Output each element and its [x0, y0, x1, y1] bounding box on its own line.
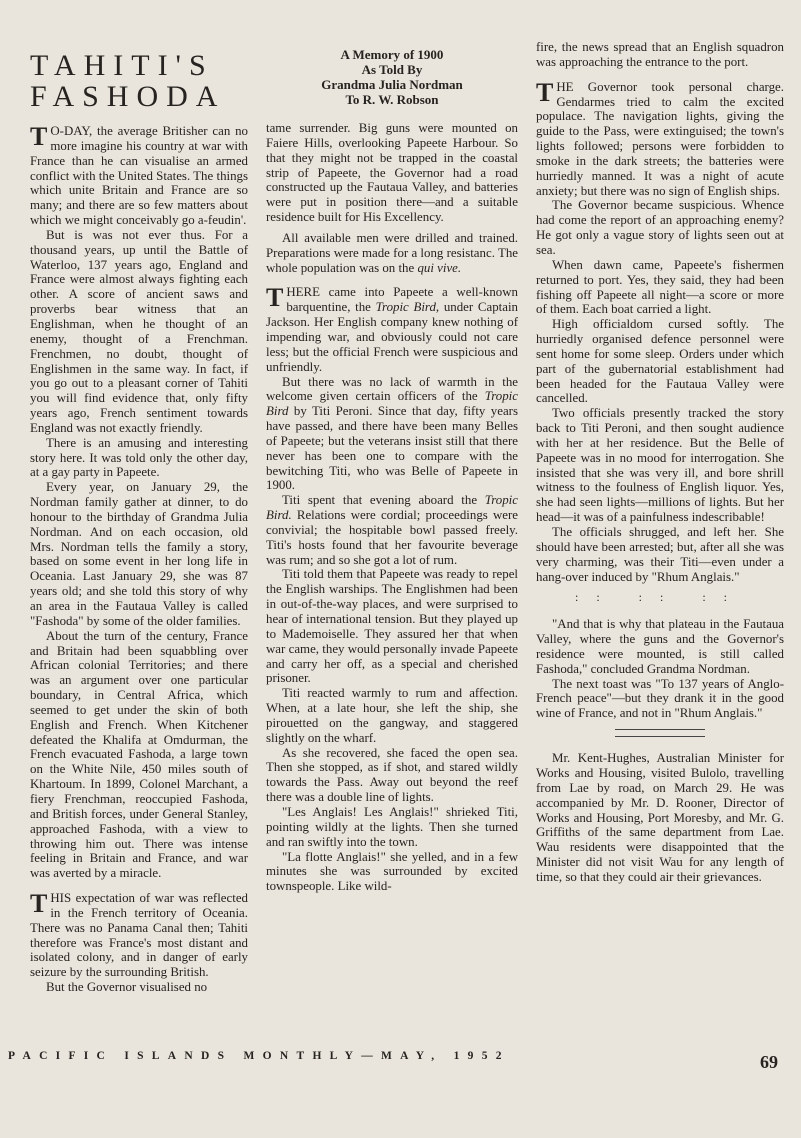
paragraph	[266, 285, 518, 374]
paragraph-text: Titi spent that evening aboard the	[282, 493, 478, 508]
byline	[266, 47, 518, 107]
paragraph-text: HE Governor took personal charge. Gendarmes tried to calm the excited populace. The navigation lights, giving the guide to the Pass, were extinguised; the town's lights followed; persons were forbidden to smoke in the dark streets; the batteries were hurriedly manned. It was a night of acute anxiety; but there was no sign of English ships.	[536, 79, 784, 198]
italic-text: Tropic Bird,	[375, 300, 440, 315]
column-3	[536, 40, 784, 885]
paragraph: Mr. Kent-Hughes, Australian Minister for Works and Housing, visited Bulolo, travelling from Lae by road, on March 29. He was accompanied by Mr. D. Rooner, Director of Works and Housing, Port Moresby, and Mr. G. Griffiths of the same department from Lae. Wau residents were disappointed that the Minister did not visit Wau for any length of time, so that they could air their grievances.	[536, 751, 784, 884]
paragraph: Titi reacted warmly to rum and affection. When, at a late hour, she left the ship, she pirouetted on the gangway, and staggered slightly on the wharf.	[266, 686, 518, 745]
drop-cap: T	[30, 889, 48, 919]
paragraph: Every year, on January 29, the Nordman family gather at dinner, to do honour to the birthday of Grandma Julia Nordman. And on each occasion, old Mrs. Nordman tells the family a story, based on some event in her long life in Oceania. Last January 29, she was 87 years old; and she told this story of why an area in the Fautaua Valley is called "Fashoda" by some of the older families.	[30, 480, 248, 628]
column-2	[266, 40, 518, 894]
paragraph-text: O-DAY, the average Britisher can no more imagine his country at war with France than he can visualise an armed conflict with the United States. The things which unite Britain and France are so many; and there are so few matters about which we might conceivably go a-feudin'.	[30, 124, 248, 228]
paragraph	[30, 124, 248, 228]
paragraph	[266, 493, 518, 567]
paragraph: "Les Anglais! Les Anglais!" shrieked Titi, pointing wildly at the lights. Then she turned and ran swiftly into the town.	[266, 804, 518, 849]
drop-cap: T	[536, 77, 554, 107]
byline-line: As Told By	[361, 62, 423, 77]
paragraph-text: HERE came into Papeete a well-known barquentine, the	[286, 285, 518, 315]
paragraph: There is an amusing and interesting story here. It was told only the other day, at a gay party in Papeete.	[30, 435, 248, 480]
byline-line: Grandma Julia Nordman	[321, 77, 463, 92]
paragraph: The officials shrugged, and left her. She should have been arrested; but, after all she was very charming, was their Titi—even under a hang-over induced by "Rhum Anglais."	[536, 525, 784, 584]
paragraph-text: But there was no lack of warmth in the welcome given certain officers of the	[266, 374, 518, 404]
paragraph	[266, 375, 518, 494]
paragraph	[266, 231, 518, 276]
article-title	[30, 50, 248, 112]
paragraph: High officialdom cursed softly. The hurriedly organised defence personnel were sent home for some sleep. Orders under which part of the gubernatorial establishment had been headed for the Fautaua Valley were cancelled.	[536, 317, 784, 406]
publication-line: PACIFIC ISLANDS MONTHLY—MAY, 1952	[8, 1050, 510, 1062]
paragraph: fire, the news spread that an English squadron was approaching the entrance to the port.	[536, 40, 784, 69]
drop-cap: T	[30, 122, 48, 151]
paragraph: About the turn of the century, France and Britain had been squabbling over African colonial Territories; and there was an argument over one particular boundary, in Central Africa, which seemed to get under the skin of both English and French. When Kitchener defeated the Khalifa at Omdurman, the French evacuated Fashoda, a large town on the White Nile, 450 miles south of Khartoum. In 1899, Colonel Marchant, a fiery Frenchman, reoccupied Fashoda, and British forces, under General Stanley, approached Fashoda, with a view to throwing him out. There was intense feeling in Britain and France, and war was averted by a miracle.	[30, 628, 248, 881]
paragraph-text: Relations were cordial; proceedings were convivial; the hospitable bowl passed freely. Titi's hosts found that her favourite beverage was rum; and so she got a lot of rum.	[266, 508, 518, 567]
paragraph: "La flotte Anglais!" she yelled, and in a few minutes she was surrounded by excited townspeople. Like wild-	[266, 849, 518, 894]
byline-line: A Memory of 1900	[340, 47, 444, 62]
paragraph	[536, 77, 784, 199]
italic-text: Tropic Bird	[266, 389, 518, 419]
paragraph: tame surrender. Big guns were mounted on Faiere Hills, overlooking Papeete Harbour. So that they might not be trapped in the coastal strip of Papeete, the Governor had a road constructed up the Fautaua Valley, and batteries were put in position there—and a suitable residence built for His Excellency.	[266, 121, 518, 225]
paragraph: As she recovered, she faced the open sea. Then she stopped, as if shot, and stared wildly towards the Pass. Away out beyond the reef there was a double line of lights.	[266, 745, 518, 805]
paragraph: "And that is why that plateau in the Fautaua Valley, where the guns and the Governor's residence were mounted, is still called Fashoda," concluded Grandma Nordman.	[536, 617, 784, 676]
byline-line: To R. W. Robson	[345, 92, 439, 107]
paragraph-text: All available men were drilled and trained. Preparations were made for a long resistanc. The whole population was on the	[266, 230, 518, 275]
column-1	[30, 40, 248, 995]
italic-text: qui vive.	[417, 260, 462, 275]
drop-cap: T	[266, 283, 284, 313]
page-number: 69	[760, 1052, 778, 1072]
paragraph: When dawn came, Papeete's fishermen returned to port. Yes, they said, they had been fishing off Papeete all night—a score or more of them. Each boat carried a light.	[536, 257, 784, 317]
paragraph: But the Governor visualised no	[46, 980, 208, 995]
paragraph-text: HIS expectation of war was reflected in the French territory of Oceania. There was no Panama Canal then; Tahiti therefore was France's most distant and isolated colony, and in danger of early seizure by the surrounding British.	[30, 891, 248, 980]
section-separator: :: :: ::	[574, 590, 745, 605]
paragraph: But is was not ever thus. For a thousand years, up until the Battle of Waterloo, 137 years ago, England and France were almost always fighting each other. A score of ancient saws and proverbs bear witness that an Englishman, when he thought of an enemy, thought of a Frenchman. Frenchmen, no doubt, thought of Englishmen in the same way. In fact, if you go out to a pleasant corner of Tahiti you will find evidence that, only fifty years ago, French sentiment towards England was not exactly friendly.	[30, 227, 248, 435]
paragraph-text: by Titi Peroni. Since that day, fifty years have passed, and there have been many Belles of Papeete; but the veterans insist still that there never has been one to compare with the bewitching Titi, who was Belle of Papeete in 1900.	[266, 404, 518, 493]
paragraph: Titi told them that Papeete was ready to repel the English warships. The Englishmen had been in out-of-the-way places, and were surprised to hear of international tension. But they played up to Mademoiselle. They assured her that when war came, they would personally invade Papeete and carry her off, as a special and cherished prisoner.	[266, 567, 518, 686]
article-divider	[615, 729, 705, 737]
title-line-2: FASHODA	[30, 80, 226, 113]
paragraph	[30, 891, 248, 980]
paragraph: The Governor became suspicious. Whence had come the report of an approaching enemy? He got only a vague story of lights seen out at sea.	[536, 198, 784, 257]
paragraph-text: under Captain Jackson. Her English company knew nothing of impending war, and obviously could not care less; but the official French were suspicious and unfriendly.	[266, 300, 518, 374]
page-footer	[0, 1048, 801, 1088]
italic-text: Tropic Bird.	[266, 493, 518, 523]
paragraph: Two officials presently tracked the story back to Titi Peroni, and then sought audience with her at her residence. But the Belle of Papeete was in no mood for interrogation. She insisted that she was very ill, and bore shrill witness to the foulness of English liquor. Yes, she had seen lights—millions of lights. But her head—it was of a painfulness indescribable!	[536, 406, 784, 525]
paragraph: The next toast was "To 137 years of Anglo-French peace"—but they drank it in the good wine of France, and not in "Rhum Anglais."	[536, 676, 784, 721]
title-line-1: TAHITI'S	[30, 49, 214, 82]
